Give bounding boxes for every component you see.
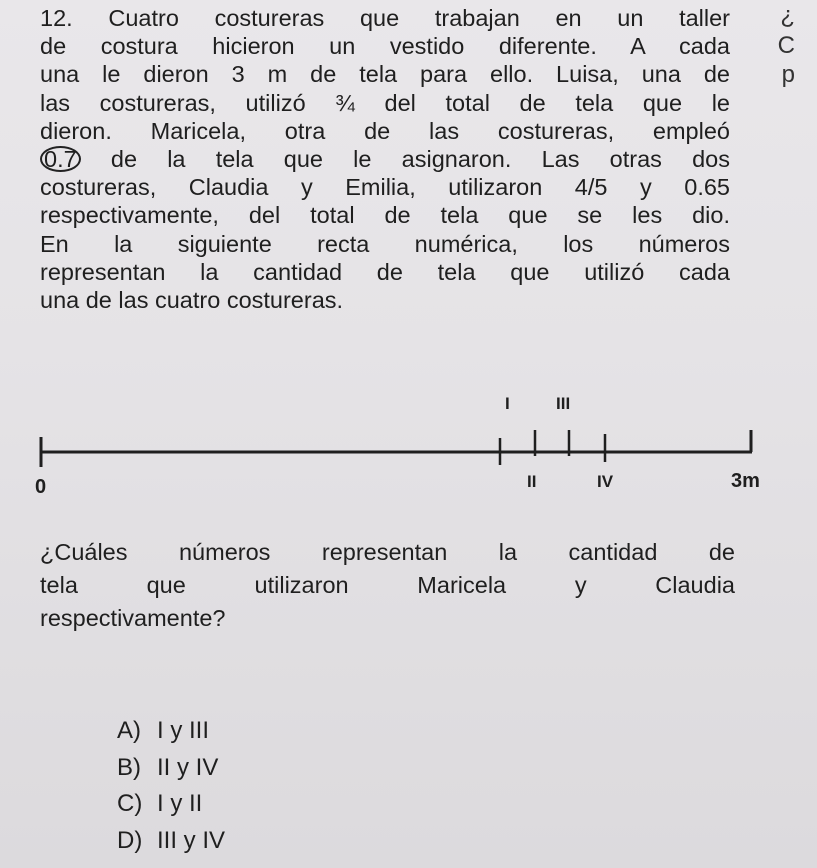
- question-line-2: tela que utilizaron Maricela y Claudia: [40, 572, 735, 598]
- question-line-1: ¿Cuáles números representan la cantidad de: [40, 539, 735, 565]
- edge-fragment-2: C: [777, 32, 795, 59]
- problem-line-5: dieron. Maricela, otra de las costureras, empleó: [40, 117, 730, 144]
- edge-fragment-3: p: [781, 61, 795, 88]
- edge-fragment-1: ¿: [780, 2, 795, 29]
- answer-options: [117, 713, 225, 859]
- circled-value: 0.7: [40, 146, 81, 172]
- label-III: III: [556, 394, 571, 413]
- option-a[interactable]: A) I y III: [117, 717, 210, 744]
- problem-line-10: representan la cantidad de tela que utilizó cada: [40, 258, 730, 285]
- problem-line-2: de costura hicieron un vestido diferente. A cada: [40, 33, 730, 60]
- problem-line-9: En la siguiente recta numérica, los números: [40, 230, 730, 257]
- problem-line-8: respectivamente, del total de tela que se les dio.: [40, 202, 730, 229]
- label-IV: IV: [597, 472, 614, 491]
- problem-line-7: costureras, Claudia y Emilia, utilizaron 4/5 y 0.65: [40, 174, 730, 201]
- option-b[interactable]: B) II y IV: [117, 753, 219, 781]
- option-d[interactable]: D) III y IV: [117, 826, 226, 854]
- label-II: II: [527, 472, 537, 491]
- problem-line-4: las costureras, utilizó ¾ del total de tela que le: [40, 89, 730, 116]
- option-c[interactable]: C) I y II: [117, 790, 203, 817]
- label-I: I: [505, 394, 510, 413]
- number-line-start-label: 0: [35, 476, 47, 498]
- question-line-3: respectivamente?: [40, 605, 226, 631]
- number-line-end-label: 3m: [731, 470, 760, 492]
- question: [40, 536, 735, 635]
- problem-line-1: 12. Cuatro costureras que trabajan en un taller: [40, 5, 731, 31]
- problem-line-11: una de las cuatro costureras.: [40, 287, 344, 314]
- problem-number: 12.: [40, 5, 73, 31]
- problem-line-3: una le dieron 3 m de tela para ello. Luisa, una de: [40, 61, 730, 88]
- problem-line-6: 0.7 de la tela que le asignaron. Las otras dos: [40, 145, 730, 173]
